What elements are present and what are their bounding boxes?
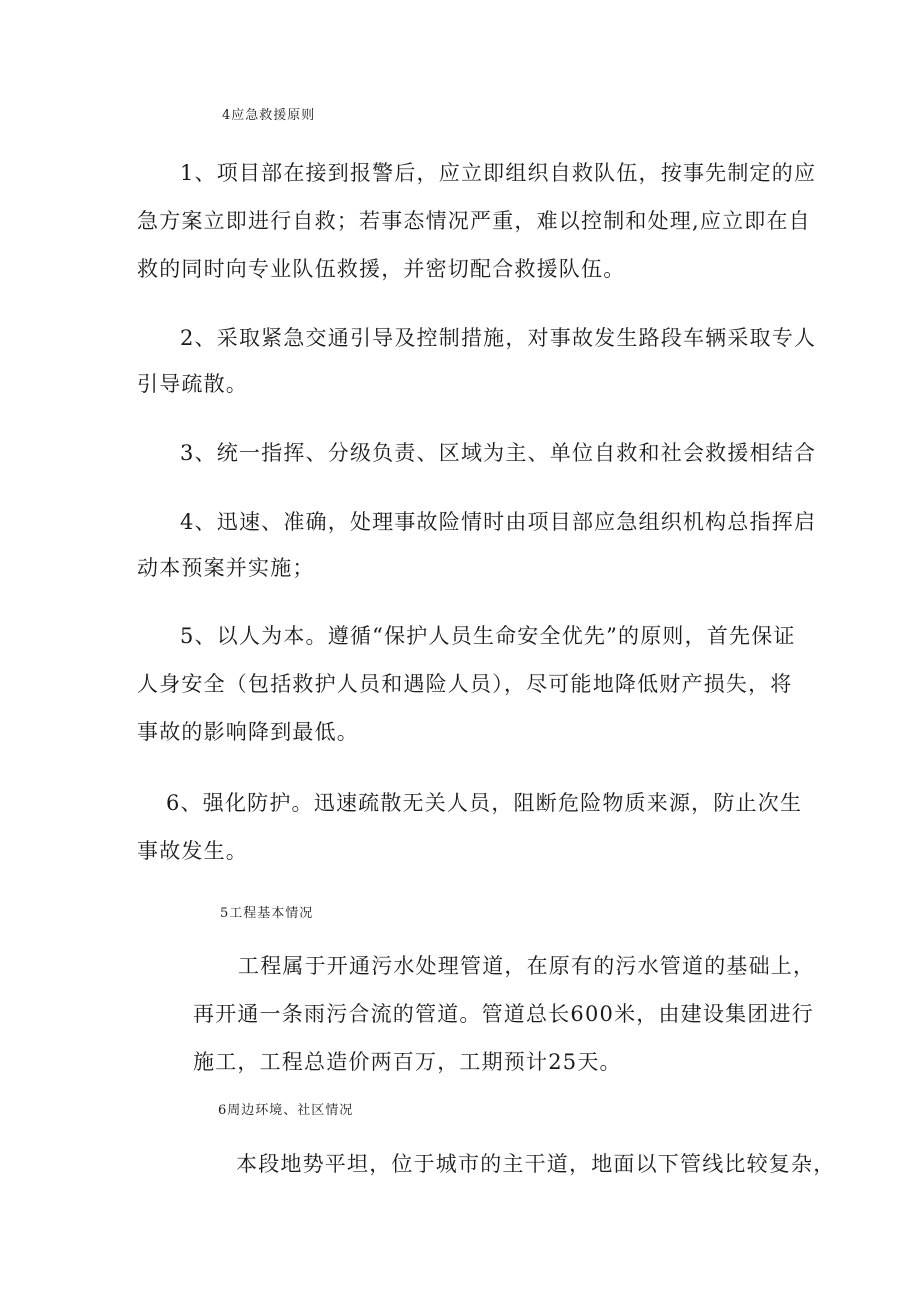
paragraph-line: 再开通一条雨污合流的管道。管道总长600米，由建设集团进行 [193,1002,814,1026]
paragraph-line: 事故的影响降到最低。 [137,720,359,744]
section-5-heading: 5工程基本情况 [220,906,314,921]
paragraph-line: 急方案立即进行自救；若事态情况严重，难以控制和处理,应立即在自 [137,209,811,233]
paragraph-line: 5、以人为本。遵循“保护人员生命安全优先”的原则，首先保证 [180,624,796,648]
paragraph-line: 救的同时向专业队伍救援，并密切配合救援队伍。 [137,257,626,281]
paragraph-line: 动本预案并实施； [137,556,315,580]
paragraph-line: 人身安全（包括救护人员和遇险人员），尽可能地降低财产损失，将 [137,672,793,696]
paragraph-line: 1、项目部在接到报警后，应立即组织自救队伍，按事先制定的应 [180,161,817,185]
paragraph-line: 事故发生。 [137,839,248,863]
paragraph-line: 引导疏散。 [137,372,248,396]
section-6-heading: 6周边环境、社区情况 [218,1103,354,1118]
paragraph-line: 6、强化防护。迅速疏散无关人员，阻断危险物质来源，防止次生 [166,791,803,815]
section-4-heading: 4应急救援原则 [222,108,316,123]
paragraph-line: 2、采取紧急交通引导及控制措施，对事故发生路段车辆采取专人 [180,326,817,350]
paragraph-line: 工程属于开通污水处理管道，在原有的污水管道的基础上， [238,954,816,978]
paragraph-line: 3、统一指挥、分级负责、区域为主、单位自救和社会救援相结合 [180,441,817,465]
paragraph-line: 4、迅速、准确，处理事故险情时由项目部应急组织机构总指挥启 [180,510,817,534]
paragraph-line: 施工，工程总造价两百万，工期预计25天。 [193,1050,622,1074]
paragraph-line: 本段地势平坦，位于城市的主干道，地面以下管线比较复杂， [236,1152,836,1176]
